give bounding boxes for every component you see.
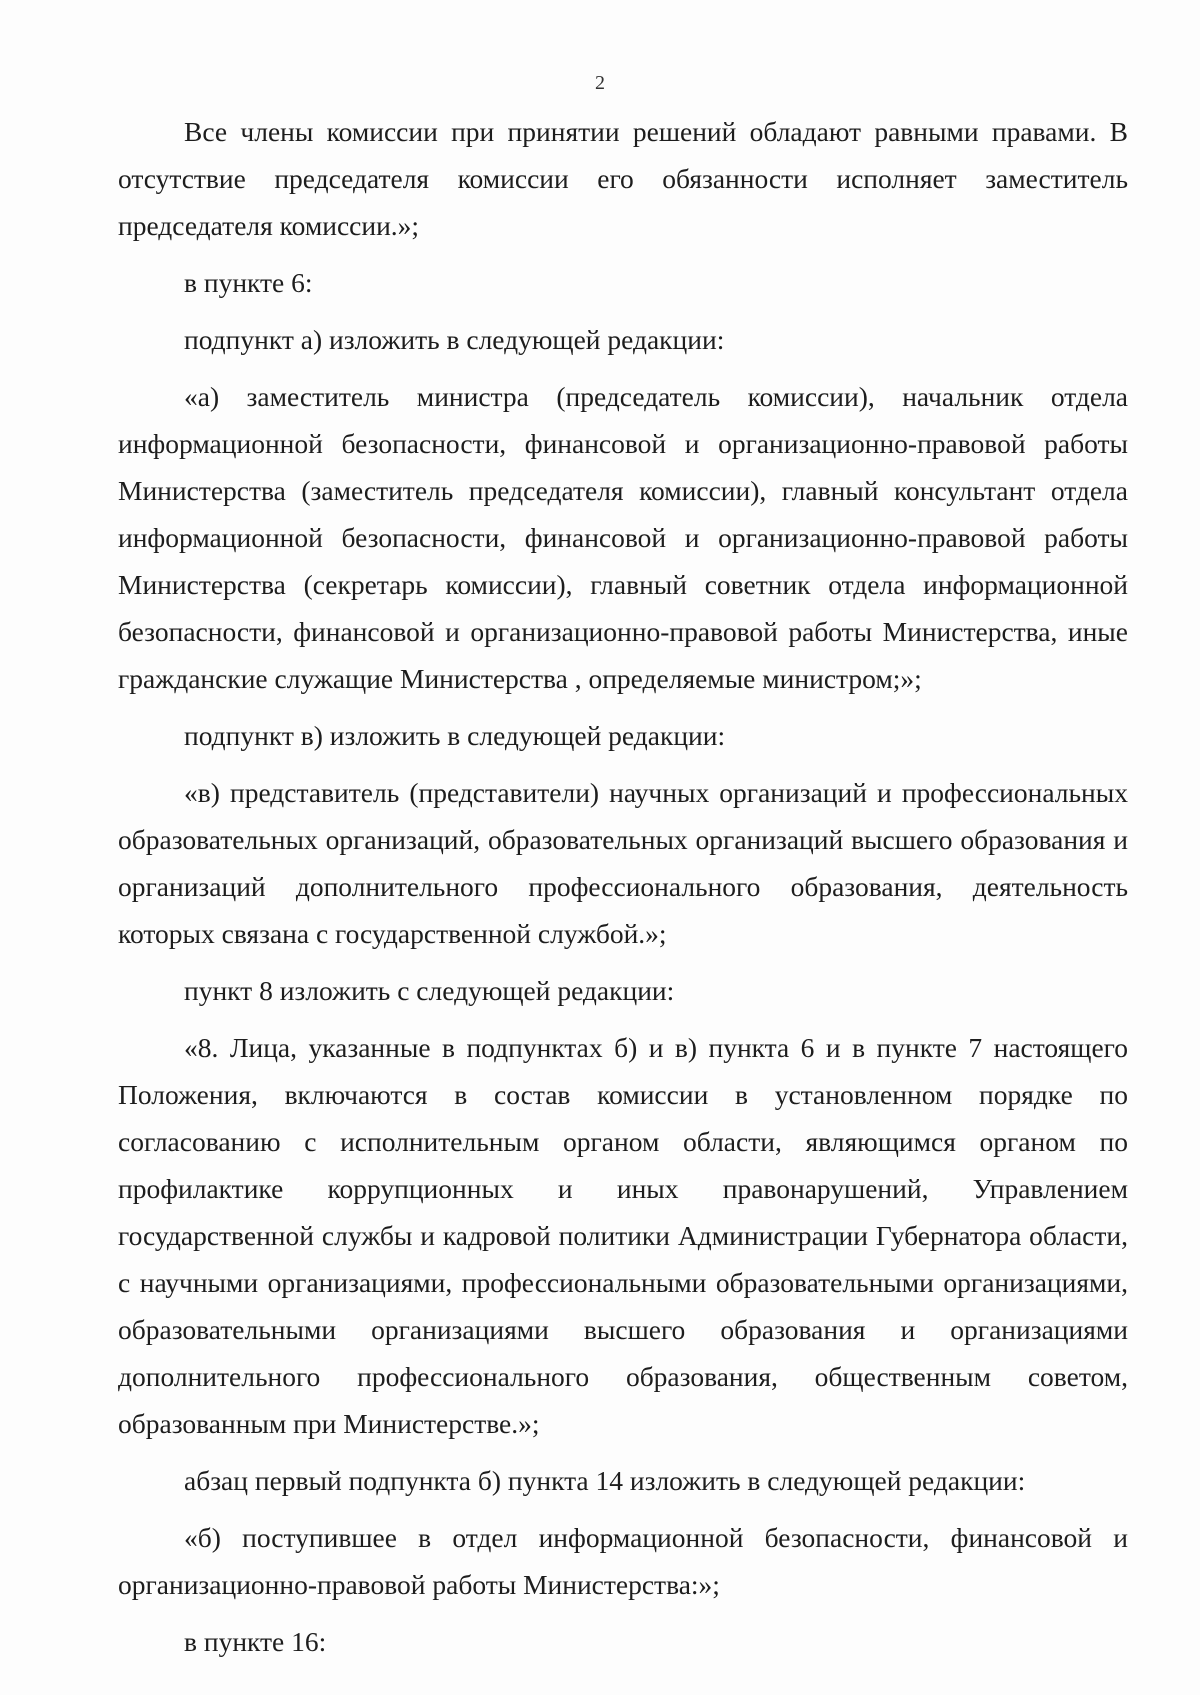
paragraph-subpoint-a-text: «а) заместитель министра (председатель комиссии), начальник отдела информационной безопасности, финансовой и организационно-правовой работы Министерства (заместитель председателя комиссии), главный консультант отдела информационной безопасности, финансовой и организационно-правовой работы Министерства (секретарь комиссии), главный советник отдела информационной безопасности, финансовой и организационно-правовой работы Министерства, иные гражданские служащие Министерства , определяемые министром;»; [118, 381, 1128, 694]
paragraph-members-rights: Все члены комиссии при принятии решений обладают равными правами. В отсутствие председателя комиссии его обязанности исполняет заместитель председателя комиссии.»; [118, 116, 1128, 241]
paragraph-point-14-intro: абзац первый подпункта б) пункта 14 изложить в следующей редакции: [184, 1465, 1026, 1496]
paragraph-subpoint-v-text: «в) представитель (представители) научных организаций и профессиональных образовательных организаций, образовательных организаций высшего образования и организаций дополнительного профессионального образования, деятельность которых связана с государственной службой.»; [118, 777, 1128, 949]
paragraph-point-14-text: «б) поступившее в отдел информационной безопасности, финансовой и организационно-правовой работы Министерства:»; [118, 1522, 1128, 1600]
page-number: 2 [595, 72, 605, 94]
paragraph-subpoint-a-intro: подпункт а) изложить в следующей редакции: [184, 324, 725, 355]
paragraph-point-8-intro: пункт 8 изложить с следующей редакции: [184, 975, 675, 1006]
paragraph-subpoint-v-intro: подпункт в) изложить в следующей редакции: [184, 720, 726, 751]
paragraph-point-8-text: «8. Лица, указанные в подпунктах б) и в) пункта 6 и в пункте 7 настоящего Положения, включаются в состав комиссии в установленном порядке по согласованию с исполнительным органом области, являющимся органом по профилактике коррупционных и иных правонарушений, Управлением государственной службы и кадровой политики Администрации Губернатора области, с научными организациями, профессиональными образовательными организациями, образовательными организациями высшего образования и организациями дополнительного профессионального образования, общественным советом, образованным при Министерстве.»; [118, 1032, 1128, 1439]
paragraph-point-6-intro: в пункте 6: [184, 267, 313, 298]
document-body [118, 108, 1128, 1675]
paragraph-point-16-intro: в пункте 16: [184, 1626, 327, 1657]
